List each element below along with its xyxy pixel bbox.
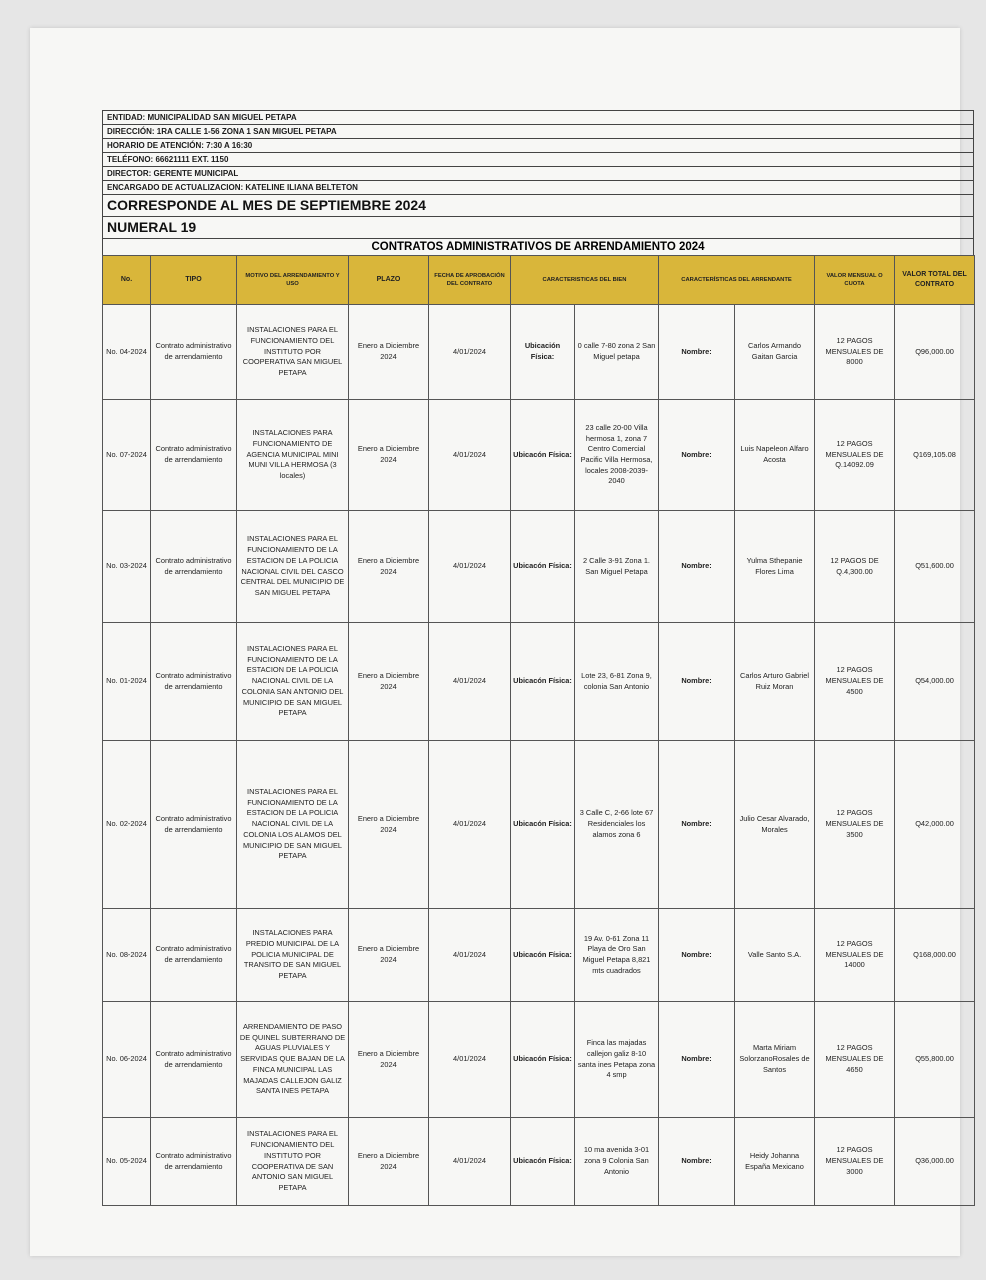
- row-nombre: Marta Miriam SolorzanoRosales de Santos: [735, 1002, 815, 1118]
- document-page: [30, 28, 967, 1256]
- row-plazo: Enero a Diciembre 2024: [349, 1118, 429, 1206]
- row-fecha: 4/01/2024: [429, 511, 511, 623]
- row-fecha: 4/01/2024: [429, 741, 511, 909]
- row-cuota: 12 PAGOS MENSUALES DE 14000: [815, 909, 895, 1002]
- col-tipo: TIPO: [151, 256, 237, 305]
- row-nombre-label: Nombre:: [659, 305, 735, 400]
- row-ubicacion-label: Ubicación Física:: [511, 305, 575, 400]
- numeral-heading: NUMERAL 19: [102, 217, 974, 239]
- row-motivo: INSTALACIONES PARA EL FUNCIONAMIENTO DEL INSTITUTO POR COOPERATIVA DE SAN ANTONIO SAN MIGUEL PETAPA: [237, 1118, 349, 1206]
- row-motivo: ARRENDAMIENTO DE PASO DE QUINEL SUBTERRANO DE AGUAS PLUVIALES Y SERVIDAS QUE BAJAN DE LA FINCA MUNICIPAL LAS MAJADAS CALLEJON GALIZ SANTA INES PETAPA: [237, 1002, 349, 1118]
- row-plazo: Enero a Diciembre 2024: [349, 305, 429, 400]
- row-tipo: Contrato administrativo de arrendamiento: [151, 400, 237, 511]
- row-motivo: INSTALACIONES PARA PREDIO MUNICIPAL DE LA POLICIA MUNICIPAL DE TRANSITO DE SAN MIGUEL PETAPA: [237, 909, 349, 1002]
- row-ubicacion-label: Ubicacón Física:: [511, 623, 575, 741]
- row-plazo: Enero a Diciembre 2024: [349, 909, 429, 1002]
- row-ubicacion: 3 Calle C, 2-66 lote 67 Residenciales los alamos zona 6: [575, 741, 659, 909]
- table-row: [103, 741, 975, 909]
- row-nombre-label: Nombre:: [659, 741, 735, 909]
- col-valor-mensual: VALOR MENSUAL O CUOTA: [815, 256, 895, 305]
- report-sheet: [102, 110, 974, 1212]
- row-ubicacion: Finca las majadas callejon galiz 8-10 santa ines Petapa zona 4 smp: [575, 1002, 659, 1118]
- row-cuota: 12 PAGOS MENSUALES DE 4500: [815, 623, 895, 741]
- row-tipo: Contrato administrativo de arrendamiento: [151, 1118, 237, 1206]
- row-nombre-label: Nombre:: [659, 400, 735, 511]
- row-tipo: Contrato administrativo de arrendamiento: [151, 741, 237, 909]
- telefono-line: TELÉFONO: 66621111 EXT. 1150: [102, 153, 974, 167]
- row-motivo: INSTALACIONES PARA EL FUNCIONAMIENTO DEL INSTITUTO POR COOPERATIVA SAN MIGUEL PETAPA: [237, 305, 349, 400]
- row-fecha: 4/01/2024: [429, 623, 511, 741]
- row-fecha: 4/01/2024: [429, 1118, 511, 1206]
- row-cuota: 12 PAGOS MENSUALES DE 8000: [815, 305, 895, 400]
- row-nombre: Heidy Johanna España Mexicano: [735, 1118, 815, 1206]
- row-nombre: Carlos Arturo Gabriel Ruiz Moran: [735, 623, 815, 741]
- row-total: Q42,000.00: [895, 741, 975, 909]
- col-no: No.: [103, 256, 151, 305]
- row-total: Q51,600.00: [895, 511, 975, 623]
- row-ubicacion: 10 ma avenida 3-01 zona 9 Colonia San Antonio: [575, 1118, 659, 1206]
- row-ubicacion: 0 calle 7-80 zona 2 San Miguel petapa: [575, 305, 659, 400]
- row-nombre: Julio Cesar Alvarado, Morales: [735, 741, 815, 909]
- row-ubicacion-label: Ubicacón Física:: [511, 741, 575, 909]
- row-plazo: Enero a Diciembre 2024: [349, 1002, 429, 1118]
- row-tipo: Contrato administrativo de arrendamiento: [151, 909, 237, 1002]
- row-cuota: 12 PAGOS DE Q.4,300.00: [815, 511, 895, 623]
- table-row: [103, 909, 975, 1002]
- row-no: No. 03-2024: [103, 511, 151, 623]
- horario-line: HORARIO DE ATENCIÓN: 7:30 A 16:30: [102, 139, 974, 153]
- row-ubicacion: 2 Calle 3-91 Zona 1. San Miguel Petapa: [575, 511, 659, 623]
- row-nombre-label: Nombre:: [659, 623, 735, 741]
- row-plazo: Enero a Diciembre 2024: [349, 511, 429, 623]
- row-ubicacion-label: Ubicacón Física:: [511, 1002, 575, 1118]
- col-bien: CARACTERISTICAS DEL BIEN: [511, 256, 659, 305]
- table-row: [103, 1002, 975, 1118]
- row-total: Q54,000.00: [895, 623, 975, 741]
- row-cuota: 12 PAGOS MENSUALES DE 3000: [815, 1118, 895, 1206]
- row-motivo: INSTALACIONES PARA FUNCIONAMIENTO DE AGENCIA MUNICIPAL MINI MUNI VILLA HERMOSA (3 locales): [237, 400, 349, 511]
- row-ubicacion-label: Ubicacón Física:: [511, 909, 575, 1002]
- row-ubicacion-label: Ubicacón Física:: [511, 511, 575, 623]
- row-plazo: Enero a Diciembre 2024: [349, 400, 429, 511]
- table-title: CONTRATOS ADMINISTRATIVOS DE ARRENDAMIENTO 2024: [102, 239, 974, 255]
- entidad-line: ENTIDAD: MUNICIPALIDAD SAN MIGUEL PETAPA: [102, 110, 974, 125]
- row-plazo: Enero a Diciembre 2024: [349, 741, 429, 909]
- row-tipo: Contrato administrativo de arrendamiento: [151, 511, 237, 623]
- row-no: No. 07-2024: [103, 400, 151, 511]
- table-header-row: [103, 256, 975, 305]
- table-row: [103, 305, 975, 400]
- row-cuota: 12 PAGOS MENSUALES DE 4650: [815, 1002, 895, 1118]
- row-tipo: Contrato administrativo de arrendamiento: [151, 623, 237, 741]
- row-motivo: INSTALACIONES PARA EL FUNCIONAMIENTO DE LA ESTACION DE LA POLICIA NACIONAL CIVIL DEL CASCO CENTRAL DEL MUNICIPIO DE SAN MIGUEL PETAPA: [237, 511, 349, 623]
- row-nombre: Valle Santo S.A.: [735, 909, 815, 1002]
- row-total: Q96,000.00: [895, 305, 975, 400]
- row-nombre-label: Nombre:: [659, 909, 735, 1002]
- row-ubicacion: 23 calle 20-00 Villa hermosa 1, zona 7 Centro Comercial Pacific Villa Hermosa, locales 2008-2039-2040: [575, 400, 659, 511]
- row-nombre: Yulma Sthepanie Flores Lima: [735, 511, 815, 623]
- row-fecha: 4/01/2024: [429, 400, 511, 511]
- row-fecha: 4/01/2024: [429, 909, 511, 1002]
- table-row: [103, 1118, 975, 1206]
- row-total: Q36,000.00: [895, 1118, 975, 1206]
- row-nombre: Luis Napeleon Alfaro Acosta: [735, 400, 815, 511]
- contracts-table: [102, 255, 975, 1206]
- col-fecha: FECHA DE APROBACIÓN DEL CONTRATO: [429, 256, 511, 305]
- director-line: DIRECTOR: GERENTE MUNICIPAL: [102, 167, 974, 181]
- row-cuota: 12 PAGOS MENSUALES DE 3500: [815, 741, 895, 909]
- row-no: No. 08-2024: [103, 909, 151, 1002]
- row-no: No. 02-2024: [103, 741, 151, 909]
- row-no: No. 01-2024: [103, 623, 151, 741]
- table-row: [103, 623, 975, 741]
- row-tipo: Contrato administrativo de arrendamiento: [151, 305, 237, 400]
- table-row: [103, 400, 975, 511]
- row-ubicacion-label: Ubicacón Física:: [511, 400, 575, 511]
- row-motivo: INSTALACIONES PARA EL FUNCIONAMIENTO DE LA ESTACION DE LA POLICIA NACIONAL CIVIL DE LA COLONIA SAN ANTONIO DEL MUNICIPIO DE SAN MIGUEL PETAPA: [237, 623, 349, 741]
- month-heading: CORRESPONDE AL MES DE SEPTIEMBRE 2024: [102, 195, 974, 217]
- row-nombre-label: Nombre:: [659, 1118, 735, 1206]
- row-no: No. 06-2024: [103, 1002, 151, 1118]
- row-ubicacion-label: Ubicacón Física:: [511, 1118, 575, 1206]
- encargado-line: ENCARGADO DE ACTUALIZACION: KATELINE ILIANA BELTETON: [102, 181, 974, 195]
- row-nombre-label: Nombre:: [659, 511, 735, 623]
- row-no: No. 05-2024: [103, 1118, 151, 1206]
- col-motivo: MOTIVO DEL ARRENDAMIENTO Y USO: [237, 256, 349, 305]
- row-total: Q55,800.00: [895, 1002, 975, 1118]
- row-ubicacion: Lote 23, 6-81 Zona 9, colonia San Antonio: [575, 623, 659, 741]
- table-row: [103, 511, 975, 623]
- row-fecha: 4/01/2024: [429, 1002, 511, 1118]
- row-cuota: 12 PAGOS MENSUALES DE Q.14092.09: [815, 400, 895, 511]
- row-fecha: 4/01/2024: [429, 305, 511, 400]
- row-no: No. 04-2024: [103, 305, 151, 400]
- row-nombre-label: Nombre:: [659, 1002, 735, 1118]
- col-arrendante: CARACTERÍSTICAS DEL ARRENDANTE: [659, 256, 815, 305]
- row-total: Q169,105.08: [895, 400, 975, 511]
- row-plazo: Enero a Diciembre 2024: [349, 623, 429, 741]
- row-motivo: INSTALACIONES PARA EL FUNCIONAMIENTO DE LA ESTACION DE LA POLICIA NACIONAL CIVIL DE LA COLONIA LOS ALAMOS DEL MUNICIPIO DE SAN MIGUEL PETAPA: [237, 741, 349, 909]
- row-ubicacion: 19 Av. 0-61 Zona 11 Playa de Oro San Miguel Petapa 8,821 mts cuadrados: [575, 909, 659, 1002]
- row-tipo: Contrato administrativo de arrendamiento: [151, 1002, 237, 1118]
- row-total: Q168,000.00: [895, 909, 975, 1002]
- row-nombre: Carlos Armando Gaitan Garcia: [735, 305, 815, 400]
- direccion-line: DIRECCIÓN: 1RA CALLE 1-56 ZONA 1 SAN MIGUEL PETAPA: [102, 125, 974, 139]
- col-valor-total: VALOR TOTAL DEL CONTRATO: [895, 256, 975, 305]
- col-plazo: PLAZO: [349, 256, 429, 305]
